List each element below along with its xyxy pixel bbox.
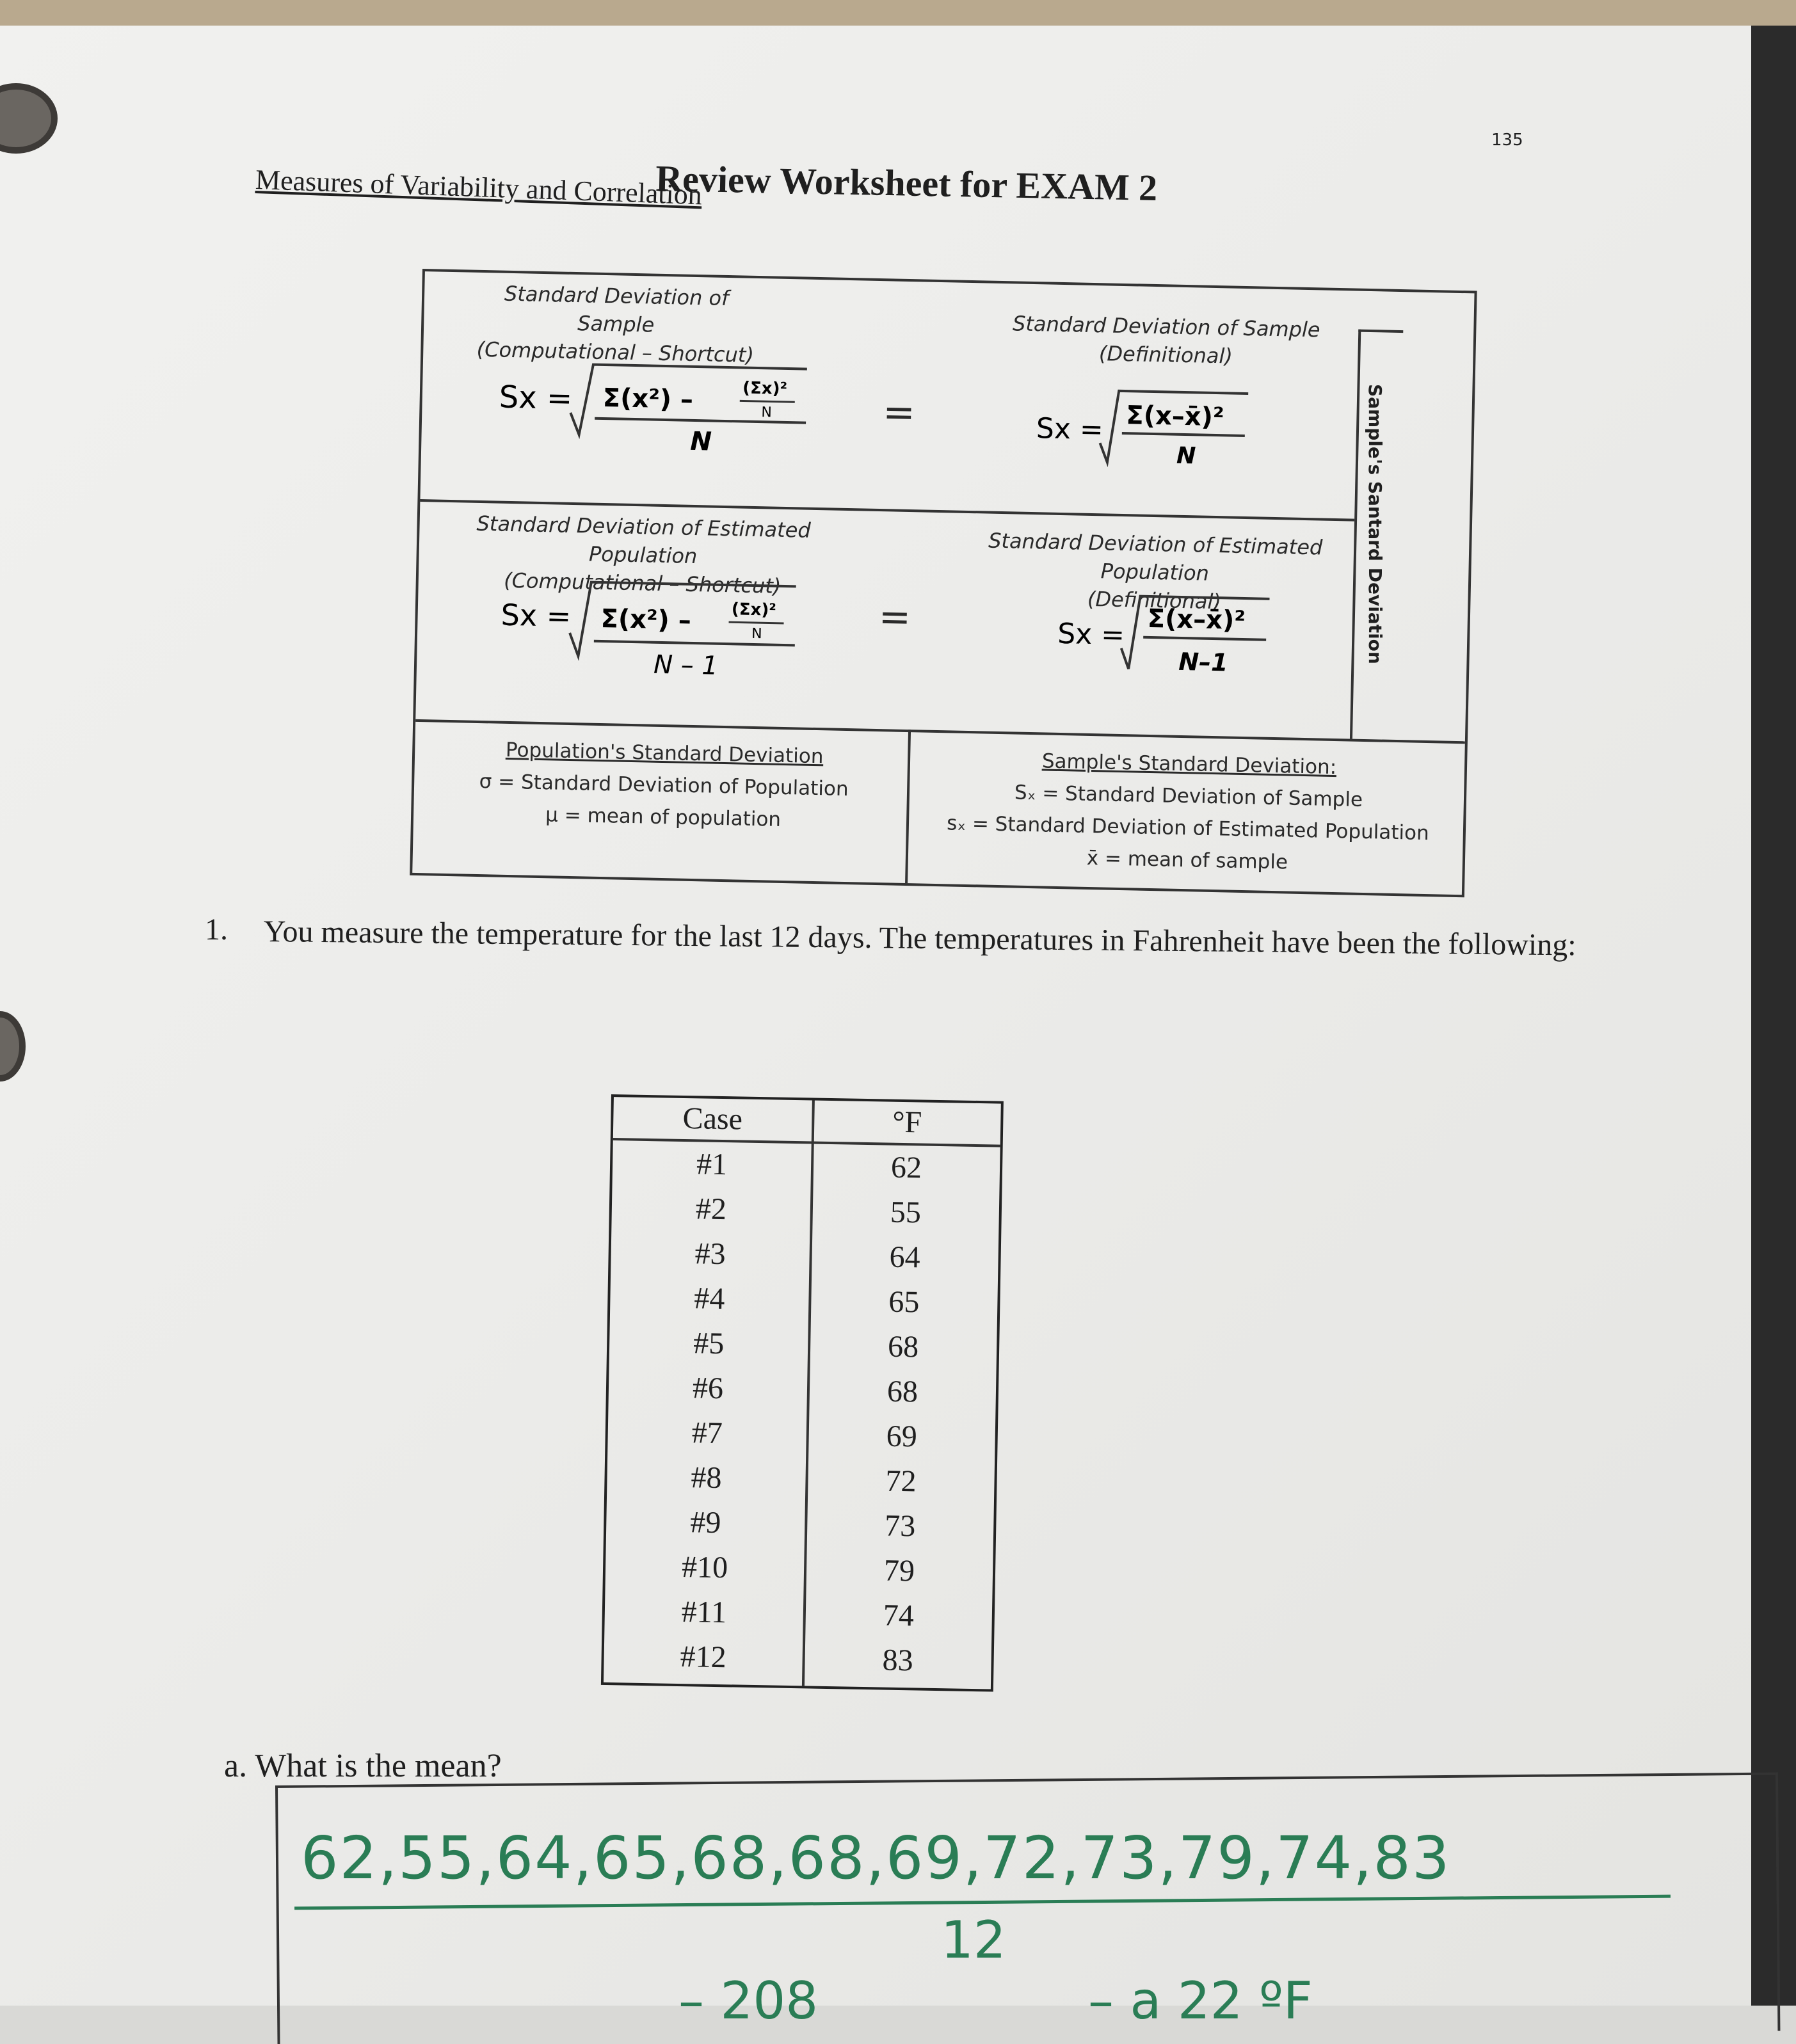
definition-line: μ = mean of population bbox=[545, 803, 782, 831]
formula-lhs: Sx = bbox=[501, 597, 572, 634]
pop-comp-heading: Standard Deviation of Estimated Population (Computational – Shortcut) bbox=[476, 511, 812, 598]
formula-denominator: N–1 bbox=[1178, 647, 1229, 677]
table-cell-case: #1 bbox=[696, 1147, 728, 1182]
definition-line: Sₓ = Standard Deviation of Sample bbox=[1014, 781, 1363, 811]
table-cell-temp: 68 bbox=[886, 1374, 918, 1409]
table-cell-case: #12 bbox=[680, 1640, 727, 1675]
table-cell-case: #7 bbox=[691, 1416, 723, 1451]
table-cell-case: #5 bbox=[693, 1326, 725, 1361]
page-number: 135 bbox=[1491, 131, 1523, 150]
definition-heading: Population's Standard Deviation bbox=[505, 738, 824, 769]
sample-definitions bbox=[924, 743, 1452, 882]
formula-box bbox=[410, 269, 1477, 897]
divider bbox=[905, 730, 911, 883]
formula-sample-computational bbox=[498, 350, 821, 472]
table-cell-temp: 68 bbox=[887, 1329, 919, 1364]
table-cell-temp: 65 bbox=[888, 1284, 920, 1320]
answer-box[interactable] bbox=[275, 1773, 1780, 2044]
formula-sub-denominator: N bbox=[751, 625, 762, 643]
handwritten-result: – a 22 ºF bbox=[1088, 1971, 1313, 2031]
definition-heading: Sample's Standard Deviation: bbox=[1041, 749, 1337, 779]
table-cell-case: #3 bbox=[694, 1236, 726, 1272]
table-cell-case: #9 bbox=[689, 1505, 721, 1540]
table-cell-temp: 69 bbox=[886, 1419, 918, 1454]
table-cell-temp: 83 bbox=[882, 1643, 914, 1678]
formula-sample-definitional bbox=[1035, 380, 1306, 495]
population-definitions bbox=[433, 733, 895, 838]
formula-lhs: Sx = bbox=[499, 379, 573, 417]
table-cell-temp: 79 bbox=[883, 1553, 915, 1588]
pop-def-heading: Standard Deviation of Estimated Population (Definitional) bbox=[988, 528, 1323, 614]
vertical-label: Sample's Santard Deviation bbox=[1365, 384, 1386, 664]
table-cell-temp: 72 bbox=[885, 1464, 917, 1499]
formula-denominator: N – 1 bbox=[653, 650, 719, 681]
definition-line: σ = Standard Deviation of Population bbox=[479, 770, 849, 801]
table-cell-temp: 73 bbox=[884, 1508, 916, 1544]
formula-denominator: N bbox=[689, 426, 712, 457]
formula-sub-numerator: (Σx)² bbox=[742, 378, 788, 399]
divider bbox=[1358, 330, 1403, 333]
definition-line: sₓ = Standard Deviation of Estimated Population bbox=[946, 811, 1430, 845]
formula-sub-numerator: (Σx)² bbox=[731, 600, 776, 620]
formula-numerator: Σ(x²) – bbox=[600, 603, 692, 635]
fraction-bar bbox=[595, 419, 806, 423]
formula-lhs: Sx = bbox=[1057, 617, 1125, 652]
equals-sign: = bbox=[882, 390, 916, 436]
page-title: Review Worksheet for EXAM 2 bbox=[655, 157, 1158, 209]
handwritten-values: 62,55,64,65,68,68,69,72,73,79,74,83 bbox=[301, 1824, 1451, 1892]
fraction-bar bbox=[1143, 637, 1266, 640]
sample-def-heading: Standard Deviation of Sample (Definitional) bbox=[1012, 311, 1320, 369]
formula-numerator: Σ(x²) – bbox=[602, 383, 694, 415]
table-cell-case: #10 bbox=[681, 1550, 728, 1585]
table-cell-temp: 74 bbox=[883, 1598, 915, 1633]
question-a: a. What is the mean? bbox=[224, 1748, 502, 1784]
formula-lhs: Sx = bbox=[1036, 412, 1104, 447]
fraction-bar bbox=[740, 401, 795, 402]
table-cell-case: #6 bbox=[692, 1371, 724, 1406]
table-cell-temp: 62 bbox=[890, 1150, 922, 1185]
equals-sign: = bbox=[878, 595, 911, 641]
question-text: You measure the temperature for the last 12 days. The temperatures in Fahrenheit have been the following: bbox=[263, 914, 1576, 962]
question-number: 1. bbox=[205, 913, 228, 946]
table-header-fahrenheit: °F bbox=[892, 1105, 922, 1140]
table-cell-case: #11 bbox=[681, 1595, 727, 1630]
formula-numerator: Σ(x–x̄)² bbox=[1147, 603, 1246, 636]
table-cell-temp: 64 bbox=[889, 1240, 921, 1275]
table-cell-temp: 55 bbox=[890, 1195, 922, 1230]
formula-numerator: Σ(x–x̄)² bbox=[1125, 401, 1224, 433]
table-cell-case: #2 bbox=[695, 1192, 727, 1227]
formula-population-definitional bbox=[1056, 586, 1327, 707]
fraction-bar bbox=[594, 641, 795, 646]
temperature-table bbox=[601, 1094, 1004, 1692]
table-cell-case: #4 bbox=[693, 1281, 725, 1316]
fraction-bar bbox=[1122, 433, 1245, 436]
handwritten-sum: – 208 bbox=[678, 1971, 819, 2031]
formula-population-computational bbox=[499, 568, 822, 696]
fraction-bar bbox=[729, 622, 784, 623]
section-subtitle: Measures of Variability and Correlation bbox=[255, 163, 703, 211]
desk-background bbox=[0, 0, 1796, 26]
handwritten-denominator: 12 bbox=[941, 1910, 1006, 1970]
formula-sub-denominator: N bbox=[761, 404, 773, 421]
table-header-case: Case bbox=[682, 1101, 743, 1137]
definition-line: x̄ = mean of sample bbox=[1086, 846, 1288, 874]
sample-comp-heading: Standard Deviation of Sample (Computational – Shortcut) bbox=[476, 281, 755, 367]
binder-edge bbox=[1751, 26, 1796, 2006]
table-cell-case: #8 bbox=[691, 1460, 723, 1496]
formula-denominator: N bbox=[1176, 442, 1196, 470]
